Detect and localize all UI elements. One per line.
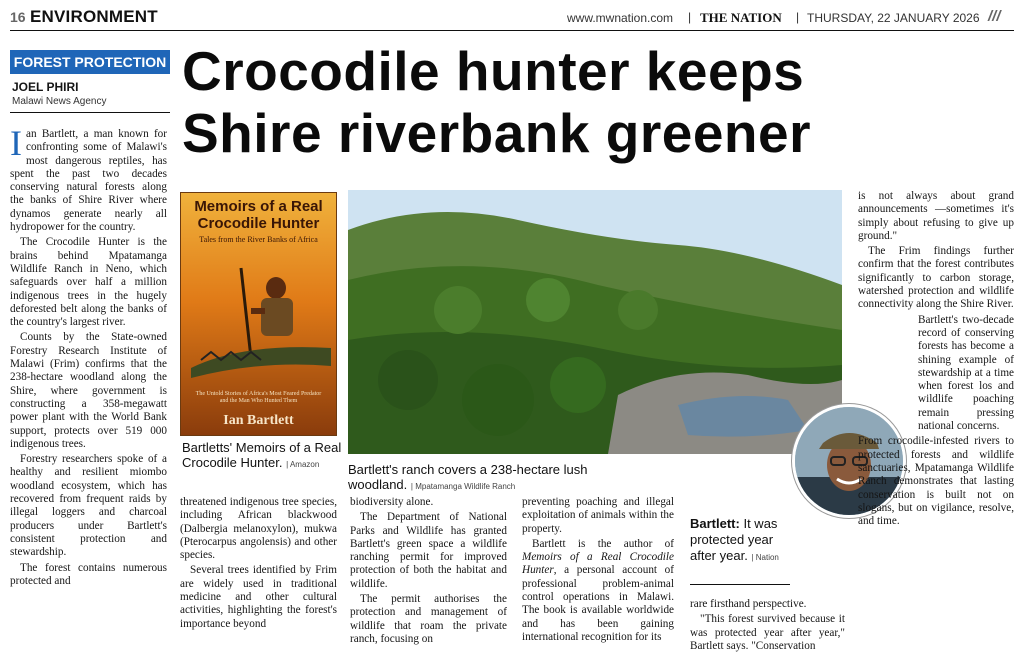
masthead-rule: [10, 30, 1014, 31]
byline-name: JOEL PHIRI: [12, 80, 79, 94]
masthead-divider: |: [796, 10, 800, 24]
article-column-4: [522, 496, 674, 646]
paragraph: rare firsthand perspective.: [690, 598, 807, 610]
book-subtitle: Tales from the River Banks of Africa: [199, 235, 318, 244]
paragraph: The forest contains numerous protected and: [10, 561, 167, 587]
issue-date: THURSDAY, 22 JANUARY 2026: [807, 11, 980, 25]
wrapped-paragraph-text: Bartlett's two-decade record of conserving forests has become a shining example of stewardship at a time when forest los and wildlife poaching remain pressing national concerns.: [918, 313, 1014, 433]
paragraph: The Frim findings further confirm that the forest contributes significantly to carbon storage, watershed protection and wildlife connectivity along the Shire River.: [858, 245, 1014, 311]
paragraph: The Department of National Parks and Wildlife has granted Bartlett's green space a wildlife ranching permit for improved protection of both the habitat and wildlife.: [350, 511, 507, 590]
book-blurb: The Untold Stories of Africa's Most Feared Predator and the Man Who Hunted Them: [195, 391, 322, 404]
hunter-illustration: [181, 248, 336, 388]
newspaper-name: THE NATION: [700, 10, 782, 25]
paragraph: preventing poaching and illegal exploitation of animals within the property.: [522, 496, 674, 535]
article-column-1: [10, 123, 167, 590]
paragraph: threatened indigenous tree species, including African blackwood (Dalbergia melanoxylon), mukwa (Pterocarpus angolensis) and other species.: [180, 496, 337, 562]
book-title-reference: Memoirs of a Real Crocodile Hunter: [522, 551, 674, 577]
article-column-5: [690, 598, 845, 655]
book-caption-credit: | Amazon: [286, 460, 320, 469]
drop-cap: I: [10, 123, 22, 163]
photo-caption-credit: | Mpatamanga Wildlife Ranch: [410, 482, 516, 491]
pull-quote-speaker: Bartlett:: [690, 516, 740, 531]
text-run: , a personal account of professional problem-animal control operations in Malawi. The book is available worldwide and has been gaining international recognition for its: [522, 564, 674, 643]
kicker-text: FOREST PROTECTION: [13, 54, 167, 70]
wrapped-paragraph-text: From crocodile-infested rivers to protected forests and wildlife sanctuaries, Mpatamanga Wildlife Ranch demonstrates that lasting conservation is built not on slogans, but on vigilance, resolve, and time.: [858, 435, 1014, 528]
end-mark: ///: [988, 8, 1001, 25]
paragraph: [522, 538, 674, 644]
paragraph: Several trees identified by Frim are widely used in traditional medicine and other cultural activities, highlighting the forest's importance beyond: [180, 564, 337, 630]
lead-paragraph: an Bartlett, a man known for confronting some of Malawi's most dangerous reptiles, has spent the past two decades conserving natural forests along the banks of Shire River where dynamos generate nearly all hydropower for the country.: [10, 128, 167, 234]
paragraph: [858, 314, 1014, 434]
byline-rule: [10, 112, 170, 113]
kicker-badge: [10, 50, 170, 74]
article-column-6: [858, 190, 1014, 530]
byline-agency: Malawi News Agency: [12, 96, 107, 107]
paragraph: Counts by the State-owned Forestry Research Institute of Malawi (Frim) confirms that the 238-hectare woodland along the Shire, where government is constructing a 358-megawatt power plant with the World Bank support, protects over 519 000 indigenous trees.: [10, 331, 167, 450]
book-title-line-1: Memoirs of a Real: [194, 198, 323, 215]
paragraph: [858, 435, 1014, 528]
paragraph: biodiversity alone.: [350, 496, 434, 508]
masthead: [10, 6, 1014, 28]
headline: [182, 40, 1012, 164]
section-label: ENVIRONMENT: [30, 7, 158, 26]
pull-quote-text: It was protected year after year.: [690, 516, 778, 563]
text-run: Bartlett is the author of: [532, 537, 674, 550]
photo-caption-text: Bartlett's ranch covers a 238-hectare lush woodland.: [348, 462, 588, 492]
book-caption-text: Bartletts' Memoirs of a Real Crocodile Hunter.: [182, 440, 342, 470]
headline-line-2: Shire riverbank greener: [182, 102, 812, 164]
paragraph: "This forest survived because it was protected year after year," Bartlett says. "Conservation: [690, 613, 845, 652]
book-title: [187, 198, 330, 232]
paragraph: is not always about grand announcements —sometimes it's simply about refusing to give up ground.": [858, 190, 1014, 242]
photo-caption: [348, 462, 648, 494]
masthead-divider: |: [688, 10, 692, 24]
forest-river-illustration: [348, 190, 842, 454]
article-column-3: [350, 496, 507, 648]
book-title-line-2: Crocodile Hunter: [197, 215, 320, 232]
book-author: Ian Bartlett: [223, 413, 294, 428]
page-number: 16: [10, 9, 26, 25]
pull-quote-credit: | Nation: [751, 553, 779, 562]
paragraph: The permit authorises the protection and management of wildlife that roam the private ranch, focusing on: [350, 593, 507, 645]
book-cover: [180, 192, 337, 436]
article-column-2: [180, 496, 337, 633]
headline-line-1: Crocodile hunter keeps: [182, 40, 805, 102]
paragraph: Forestry researchers spoke of a healthy and resilient miombo woodland ecosystem, which has recovered from frequent raids by illegal loggers and charcoal producers under Bartlett's consistent protection and stewardship.: [10, 453, 167, 559]
pull-quote: [690, 516, 790, 566]
landscape-photo: [348, 190, 842, 454]
book-caption: [182, 440, 342, 472]
paragraph: The Crocodile Hunter is the brains behind Mpatamanga Wildlife Ranch in Neno, which safeguards over half a million indigenous trees in the hugely deforested belt along the banks of the country's largest river.: [10, 236, 167, 329]
pull-quote-rule: [690, 584, 790, 585]
site-url: www.mwnation.com: [567, 11, 674, 25]
